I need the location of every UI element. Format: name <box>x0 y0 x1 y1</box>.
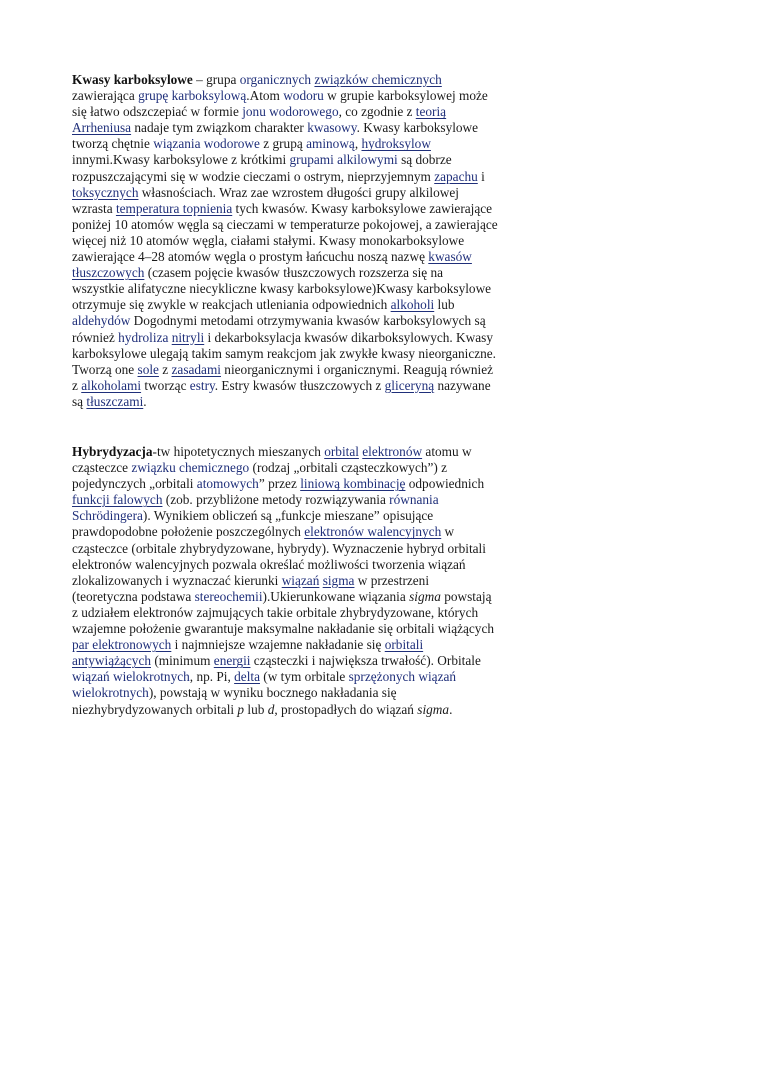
body-text: są dobrze <box>397 152 452 168</box>
term-heading: Hybrydyzacja <box>72 444 153 459</box>
text-line <box>72 685 527 701</box>
body-text: więcej niż 10 atomów węgla, ciałami stałymi. Kwasy monokarboksylowe <box>72 232 465 248</box>
body-text: odpowiednich <box>405 476 485 492</box>
hyperlink[interactable]: tłuszczowych <box>72 265 145 281</box>
body-text: własnościach. Wraz zae wzrostem długości grupy alkilowej <box>138 184 459 200</box>
text-line <box>72 589 527 605</box>
hyperlink[interactable]: alkoholi <box>390 297 435 313</box>
hyperlink[interactable]: zasadami <box>171 361 221 377</box>
body-text: (czasem pojęcie kwasów tłuszczowych rozszerza się na <box>144 265 444 281</box>
text-line <box>72 605 527 621</box>
text-line <box>72 460 527 476</box>
body-text: – grupa <box>192 72 240 87</box>
hyperlink[interactable]: energii <box>213 653 251 669</box>
hyperlink[interactable]: antywiążących <box>72 653 151 669</box>
text-line <box>72 346 527 362</box>
text-line <box>72 169 527 185</box>
keyword-text: aminową <box>306 136 355 152</box>
italic-text: p <box>237 701 245 717</box>
body-text: , <box>354 136 362 152</box>
body-text: innymi.Kwasy karboksylowe z krótkimi <box>72 152 290 168</box>
body-text: . Estry kwasów tłuszczowych z <box>214 377 385 393</box>
body-text: ), powstają w wyniku bocznego nakładania się <box>148 685 397 701</box>
keyword-text: grupę karboksylową <box>138 88 247 104</box>
hyperlink[interactable]: sigma <box>322 572 355 588</box>
body-text: i <box>477 168 485 184</box>
body-text: wszystkie alifatyczne niecykliczne kwasy karboksylowe)Kwasy karboksylowe <box>72 281 492 297</box>
keyword-text: hydroliza <box>118 329 169 345</box>
text-line <box>72 233 527 249</box>
body-text: z <box>158 361 172 377</box>
body-text: . <box>449 701 453 717</box>
keyword-text: estry <box>189 377 215 393</box>
body-text: niezhybrydyzowanych orbitali <box>72 701 238 717</box>
paragraph-hybrydyzacja <box>72 444 527 718</box>
body-text: , np. Pi, <box>189 669 235 685</box>
hyperlink[interactable]: gliceryną <box>384 377 435 393</box>
body-text: (w tym orbitale <box>259 669 349 685</box>
body-text: zlokalizowanych i wyznaczać kierunki <box>72 572 282 588</box>
text-line <box>72 524 527 540</box>
body-text: powstają <box>440 588 492 604</box>
body-text: pojedynczych „orbitali <box>72 476 197 492</box>
hyperlink[interactable]: delta <box>234 669 260 685</box>
text-line <box>72 492 527 508</box>
keyword-text: jonu wodorowego <box>242 104 339 120</box>
body-text: cząsteczce (orbitale zhybrydyzowane, hybrydy). Wyznaczenie hybryd orbitali <box>72 540 486 556</box>
body-text: tworząc <box>141 377 190 393</box>
text-line <box>72 669 527 685</box>
keyword-text: wiązania wodorowe <box>153 136 260 152</box>
body-text: cząsteczce <box>72 460 132 476</box>
text-line <box>72 637 527 653</box>
body-text: ).Ukierunkowane wiązania <box>262 588 410 604</box>
text-line <box>72 185 527 201</box>
body-text: prawdopodobne położenie poszczególnych <box>72 524 305 540</box>
text-line <box>72 541 527 557</box>
text-line <box>72 88 527 104</box>
keyword-text: wodoru <box>283 88 324 104</box>
body-text: rozpuszczającymi się w wodzie cieczami o ostrym, nieprzyjemnym <box>72 168 435 184</box>
keyword-text: kwasowy <box>307 120 357 136</box>
hyperlink[interactable]: sole <box>137 361 159 377</box>
hyperlink[interactable]: orbital <box>324 444 359 459</box>
paragraph-kwasy-karboksylowe <box>72 72 527 410</box>
body-text: nazywane <box>434 377 491 393</box>
text-line <box>72 476 527 492</box>
italic-text: sigma <box>417 701 450 717</box>
keyword-text: stereochemii <box>194 588 263 604</box>
body-text: , prostopadłych do wiązań <box>274 701 418 717</box>
hyperlink[interactable]: temperatura topnienia <box>115 200 233 216</box>
body-text: (rodzaj „orbitali cząsteczkowych”) z <box>249 460 448 476</box>
body-text: (zob. przybliżone metody rozwiązywania <box>162 492 390 508</box>
body-text: i dekarboksylacja kwasów dikarboksylowych. Kwasy <box>204 329 493 345</box>
body-text: karboksylowe ulegają takim samym reakcjom jak zwykłe kwasy nieorganiczne. <box>72 345 497 361</box>
body-text: w grupie karboksylowej może <box>323 88 488 104</box>
text-line <box>72 297 527 313</box>
body-text: i najmniejsze wzajemne nakładanie się <box>171 637 385 653</box>
italic-text: sigma <box>409 588 441 604</box>
text-line <box>72 362 527 378</box>
body-text: Tworzą one <box>72 361 138 377</box>
keyword-text: wiązań wielokrotnych <box>72 669 190 685</box>
text-line <box>72 152 527 168</box>
body-text: , co zgodnie z <box>338 104 416 120</box>
text-line <box>72 394 527 410</box>
text-line <box>72 702 527 718</box>
hyperlink[interactable]: orbitali <box>384 637 424 653</box>
text-line <box>72 313 527 329</box>
keyword-text: organicznych <box>239 72 312 87</box>
body-text: się łatwo odszczepiać w formie <box>72 104 243 120</box>
body-text: . <box>143 393 147 409</box>
body-text: .Atom <box>246 88 284 104</box>
body-text: lub <box>434 297 455 313</box>
hyperlink[interactable]: alkoholami <box>81 377 142 393</box>
hyperlink[interactable]: hydroksylow <box>361 136 431 152</box>
keyword-text: aldehydów <box>72 313 131 329</box>
body-text: z <box>72 377 82 393</box>
hyperlink[interactable]: teorią <box>415 104 447 120</box>
hyperlink[interactable]: tłuszczami <box>86 393 144 409</box>
text-line <box>72 72 527 88</box>
body-text: zawierająca <box>72 88 139 104</box>
body-text: z udziałem elektronów zajmujących takie orbitale zhybrydyzowane, których <box>72 604 479 620</box>
body-text: cząsteczki i największa trwałość). Orbitale <box>250 653 481 669</box>
text-line <box>72 265 527 281</box>
hyperlink[interactable]: kwasów <box>428 249 472 265</box>
hyperlink[interactable]: elektronów walencyjnych <box>304 524 442 540</box>
text-line <box>72 508 527 524</box>
body-text: nieorganicznymi i organicznymi. Reagują również <box>220 361 493 377</box>
body-text: lub <box>244 701 268 717</box>
hyperlink[interactable]: Arrheniusa <box>72 120 132 136</box>
body-text: są <box>72 393 87 409</box>
body-text: nadaje tym związkom charakter <box>131 120 308 136</box>
hyperlink[interactable]: elektronów <box>362 444 423 459</box>
body-text: tych kwasów. Kwasy karboksylowe zawierające <box>232 200 493 216</box>
body-text: -tw hipotetycznych mieszanych <box>152 444 325 459</box>
text-line <box>72 217 527 233</box>
body-text: wzrasta <box>72 200 116 216</box>
keyword-text: równania <box>389 492 439 508</box>
text-line <box>72 573 527 589</box>
italic-text: d <box>267 701 275 717</box>
body-text: wzajemne położenie gwarantuje maksymalne nakładanie się orbitali wiążących <box>72 621 494 637</box>
body-text: otrzymuje się zwykle w reakcjach utleniania odpowiednich <box>72 297 391 313</box>
body-text: Dogodnymi metodami otrzymywania kwasów karboksylowych są <box>130 313 486 329</box>
hyperlink[interactable]: liniową kombinację <box>300 476 406 492</box>
body-text: poniżej 10 atomów węgla są cieczami w temperaturze pokojowej, a zawierające <box>72 216 498 232</box>
body-text: w <box>441 524 455 540</box>
body-text: również <box>72 329 119 345</box>
text-line <box>72 120 527 136</box>
text-line <box>72 557 527 573</box>
body-text: ). Wynikiem obliczeń są „funkcje mieszane” opisujące <box>142 508 434 524</box>
keyword-text: wielokrotnych <box>72 685 149 701</box>
hyperlink[interactable]: nitryli <box>171 329 205 345</box>
hyperlink[interactable]: par elektronowych <box>72 637 172 653</box>
hyperlink[interactable]: zapachu <box>434 168 478 184</box>
keyword-text: grupami alkilowymi <box>289 152 398 168</box>
body-text: atomu w <box>422 444 472 459</box>
text-line <box>72 621 527 637</box>
text-line <box>72 136 527 152</box>
body-text: (minimum <box>151 653 214 669</box>
text-line <box>72 281 527 297</box>
body-text: . Kwasy karboksylowe <box>356 120 479 136</box>
text-line <box>72 249 527 265</box>
text-line <box>72 104 527 120</box>
keyword-text: związku chemicznego <box>131 460 250 476</box>
body-text: ” przez <box>258 476 301 492</box>
body-text: z grupą <box>259 136 307 152</box>
text-line <box>72 653 527 669</box>
hyperlink[interactable]: funkcji falowych <box>72 492 163 508</box>
text-line <box>72 378 527 394</box>
body-text: w przestrzeni <box>354 572 430 588</box>
text-line <box>72 444 527 460</box>
text-line <box>72 201 527 217</box>
keyword-text: atomowych <box>196 476 259 492</box>
term-heading: Kwasy karboksylowe <box>72 72 193 87</box>
body-text: tworzą chętnie <box>72 136 154 152</box>
body-text: zawierające 4–28 atomów węgla o prostym łańcuchu noszą nazwę <box>72 249 429 265</box>
keyword-text: sprzężonych wiązań <box>348 669 457 685</box>
body-text: (teoretyczna podstawa <box>72 588 195 604</box>
hyperlink[interactable]: toksycznych <box>72 184 139 200</box>
hyperlink[interactable]: związków chemicznych <box>314 72 442 87</box>
text-line <box>72 330 527 346</box>
keyword-text: Schrödingera <box>72 508 143 524</box>
hyperlink[interactable]: wiązań <box>281 572 320 588</box>
body-text: elektronów walencyjnych pozwala określać możliwości tworzenia wiązań <box>72 556 466 572</box>
